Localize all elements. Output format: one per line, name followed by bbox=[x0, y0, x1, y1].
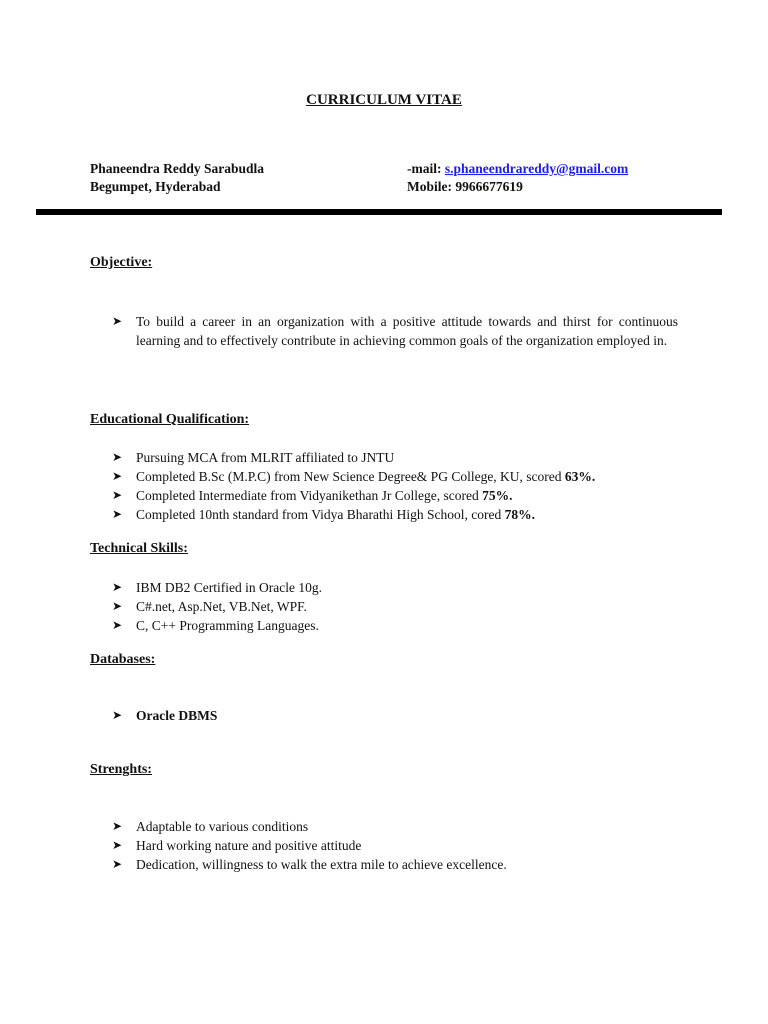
strengths-heading: Strenghts: bbox=[90, 762, 152, 777]
education-score: 78%. bbox=[504, 507, 535, 522]
education-text: Completed 10nth standard from Vidya Bharathi High School, cored bbox=[136, 507, 505, 522]
list-item bbox=[112, 448, 595, 467]
page-title: CURRICULUM VITAE bbox=[306, 92, 462, 108]
objective-heading: Objective: bbox=[90, 255, 153, 270]
skill-text: C, C++ Programming Languages. bbox=[136, 618, 319, 633]
arrow-bullet-icon: ➤ bbox=[112, 708, 123, 722]
databases-list bbox=[112, 706, 217, 725]
arrow-bullet-icon: ➤ bbox=[112, 488, 123, 502]
skill-text: C#.net, Asp.Net, VB.Net, WPF. bbox=[136, 599, 307, 614]
database-text: Oracle DBMS bbox=[136, 708, 218, 723]
email-link[interactable]: s.phaneendrareddy@gmail.com bbox=[444, 161, 629, 176]
education-text: Pursuing MCA from MLRIT affiliated to JNTU bbox=[136, 450, 395, 465]
arrow-bullet-icon: ➤ bbox=[112, 450, 123, 464]
email-line bbox=[407, 160, 628, 178]
strengths-list bbox=[112, 817, 507, 874]
education-text: Completed Intermediate from Vidyanikethan Jr College, scored bbox=[136, 488, 483, 503]
objective-list bbox=[112, 312, 678, 350]
strength-text: Dedication, willingness to walk the extra mile to achieve excellence. bbox=[136, 857, 507, 872]
education-score: 63%. bbox=[564, 469, 596, 484]
email-label: -mail: bbox=[407, 161, 445, 176]
list-item bbox=[112, 578, 322, 597]
education-list bbox=[112, 448, 595, 524]
education-heading: Educational Qualification: bbox=[90, 412, 250, 427]
list-item bbox=[112, 817, 507, 836]
strength-text: Hard working nature and positive attitude bbox=[136, 838, 362, 853]
technical-heading: Technical Skills: bbox=[90, 541, 188, 556]
arrow-bullet-icon: ➤ bbox=[112, 618, 123, 632]
list-item bbox=[112, 597, 322, 616]
list-item bbox=[112, 855, 507, 874]
strength-text: Adaptable to various conditions bbox=[136, 819, 309, 834]
technical-list bbox=[112, 578, 322, 635]
contact-right bbox=[407, 160, 628, 196]
candidate-address: Begumpet, Hyderabad bbox=[90, 179, 221, 194]
arrow-bullet-icon: ➤ bbox=[112, 314, 123, 328]
objective-text: To build a career in an organization with a positive attitude towards and thirst for continuous learning and to effectively contribute in achieving common goals of the organization employed in. bbox=[136, 314, 678, 348]
arrow-bullet-icon: ➤ bbox=[112, 580, 123, 594]
list-item bbox=[112, 706, 217, 725]
arrow-bullet-icon: ➤ bbox=[112, 838, 123, 852]
list-item bbox=[112, 467, 595, 486]
header-divider bbox=[36, 209, 722, 215]
mobile-line: Mobile: 9966677619 bbox=[407, 179, 523, 194]
list-item bbox=[112, 486, 595, 505]
databases-heading: Databases: bbox=[90, 652, 156, 667]
skill-text: IBM DB2 Certified in Oracle 10g. bbox=[136, 580, 322, 595]
education-text: Completed B.Sc (M.P.C) from New Science Degree& PG College, KU, scored bbox=[136, 469, 565, 484]
education-score: 75%. bbox=[482, 488, 513, 503]
list-item bbox=[112, 505, 595, 524]
arrow-bullet-icon: ➤ bbox=[112, 469, 123, 483]
candidate-name: Phaneendra Reddy Sarabudla bbox=[90, 161, 265, 176]
list-item bbox=[112, 836, 507, 855]
arrow-bullet-icon: ➤ bbox=[112, 507, 123, 521]
contact-left bbox=[90, 160, 264, 196]
list-item bbox=[112, 616, 322, 635]
arrow-bullet-icon: ➤ bbox=[112, 599, 123, 613]
list-item bbox=[112, 312, 678, 350]
arrow-bullet-icon: ➤ bbox=[112, 819, 123, 833]
arrow-bullet-icon: ➤ bbox=[112, 857, 123, 871]
